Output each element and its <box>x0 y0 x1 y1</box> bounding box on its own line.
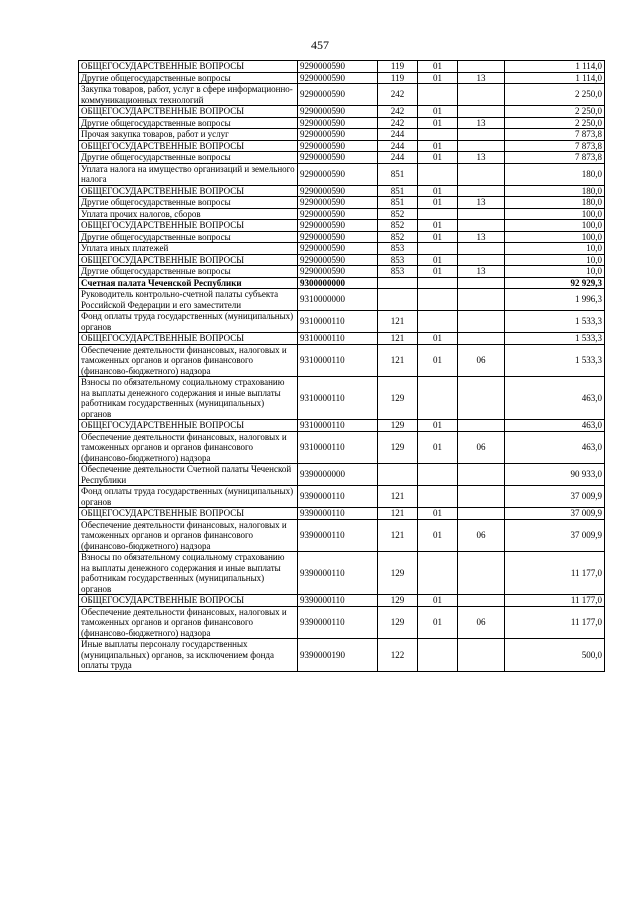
row-subsection-cell: 06 <box>458 606 505 639</box>
row-sum-cell: 10,0 <box>505 254 605 266</box>
row-subsection-cell: 06 <box>458 519 505 552</box>
row-code-cell: 9290000590 <box>298 106 378 118</box>
row-subsection-cell: 13 <box>458 117 505 129</box>
row-section-cell <box>418 639 458 672</box>
table-row <box>79 106 605 118</box>
row-name-cell: Другие общегосударственные вопросы <box>79 266 298 278</box>
row-section-cell: 01 <box>418 152 458 164</box>
table-row <box>79 243 605 255</box>
row-subsection-cell <box>458 243 505 255</box>
row-section-cell <box>418 552 458 595</box>
row-name-cell: Обеспечение деятельности финансовых, налоговых и таможенных органов и органов финансового (финансово-бюджетного) надзора <box>79 606 298 639</box>
row-section-cell: 01 <box>418 431 458 464</box>
table-row <box>79 231 605 243</box>
row-subsection-cell <box>458 486 505 508</box>
row-section-cell <box>418 377 458 420</box>
row-name-cell: Обеспечение деятельности финансовых, налоговых и таможенных органов и органов финансового (финансово-бюджетного) надзора <box>79 519 298 552</box>
row-code-cell: 9390000110 <box>298 552 378 595</box>
row-name-cell: ОБЩЕГОСУДАРСТВЕННЫЕ ВОПРОСЫ <box>79 508 298 520</box>
row-section-cell <box>418 277 458 289</box>
row-subsection-cell: 06 <box>458 344 505 377</box>
budget-table <box>78 60 605 672</box>
row-name-cell: ОБЩЕГОСУДАРСТВЕННЫЕ ВОПРОСЫ <box>79 106 298 118</box>
row-sum-cell: 180,0 <box>505 197 605 209</box>
row-code-cell: 9290000590 <box>298 254 378 266</box>
row-expense-type-cell <box>378 277 418 289</box>
table-row <box>79 333 605 345</box>
row-code-cell: 9310000110 <box>298 420 378 432</box>
row-subsection-cell <box>458 254 505 266</box>
row-expense-type-cell: 242 <box>378 84 418 106</box>
row-expense-type-cell: 121 <box>378 486 418 508</box>
table-row <box>79 140 605 152</box>
row-code-cell: 9390000110 <box>298 606 378 639</box>
row-section-cell <box>418 84 458 106</box>
row-code-cell: 9290000590 <box>298 243 378 255</box>
row-section-cell: 01 <box>418 595 458 607</box>
row-subsection-cell <box>458 129 505 141</box>
row-section-cell: 01 <box>418 72 458 84</box>
row-sum-cell: 2 250,0 <box>505 117 605 129</box>
row-sum-cell: 37 009,9 <box>505 486 605 508</box>
row-name-cell: Другие общегосударственные вопросы <box>79 72 298 84</box>
row-section-cell: 01 <box>418 197 458 209</box>
row-code-cell: 9390000110 <box>298 486 378 508</box>
row-code-cell: 9300000000 <box>298 277 378 289</box>
row-name-cell: Уплата иных платежей <box>79 243 298 255</box>
row-code-cell: 9290000590 <box>298 72 378 84</box>
row-expense-type-cell: 121 <box>378 311 418 333</box>
row-subsection-cell <box>458 61 505 73</box>
row-name-cell: Взносы по обязательному социальному страхованию на выплаты денежного содержания и иные выплаты работникам государственных (муниципальных) органов <box>79 377 298 420</box>
row-code-cell: 9390000110 <box>298 519 378 552</box>
row-section-cell: 01 <box>418 508 458 520</box>
table-row <box>79 254 605 266</box>
row-name-cell: Взносы по обязательному социальному страхованию на выплаты денежного содержания и иные выплаты работникам государственных (муниципальных) органов <box>79 552 298 595</box>
row-subsection-cell: 13 <box>458 72 505 84</box>
row-subsection-cell <box>458 639 505 672</box>
row-sum-cell: 90 933,0 <box>505 464 605 486</box>
row-code-cell: 9290000590 <box>298 84 378 106</box>
row-section-cell <box>418 208 458 220</box>
table-row <box>79 72 605 84</box>
row-code-cell: 9310000110 <box>298 311 378 333</box>
row-sum-cell: 1 533,3 <box>505 311 605 333</box>
row-name-cell: Обеспечение деятельности финансовых, налоговых и таможенных органов и органов финансового (финансово-бюджетного) надзора <box>79 344 298 377</box>
row-subsection-cell <box>458 84 505 106</box>
row-code-cell: 9290000590 <box>298 61 378 73</box>
row-expense-type-cell: 851 <box>378 197 418 209</box>
table-row <box>79 606 605 639</box>
row-name-cell: Другие общегосударственные вопросы <box>79 152 298 164</box>
row-name-cell: Руководитель контрольно-счетной палаты субъекта Российской Федерации и его заместители <box>79 289 298 311</box>
table-row <box>79 486 605 508</box>
row-section-cell <box>418 243 458 255</box>
row-section-cell: 01 <box>418 420 458 432</box>
row-name-cell: ОБЩЕГОСУДАРСТВЕННЫЕ ВОПРОСЫ <box>79 420 298 432</box>
row-expense-type-cell <box>378 464 418 486</box>
row-expense-type-cell: 852 <box>378 208 418 220</box>
row-sum-cell: 2 250,0 <box>505 84 605 106</box>
row-expense-type-cell: 129 <box>378 420 418 432</box>
row-section-cell: 01 <box>418 254 458 266</box>
table-row <box>79 311 605 333</box>
row-subsection-cell <box>458 163 505 185</box>
table-row <box>79 508 605 520</box>
table-row <box>79 289 605 311</box>
row-subsection-cell: 13 <box>458 152 505 164</box>
row-section-cell <box>418 464 458 486</box>
row-name-cell: Фонд оплаты труда государственных (муниципальных) органов <box>79 311 298 333</box>
row-sum-cell: 11 177,0 <box>505 606 605 639</box>
row-code-cell: 9390000110 <box>298 595 378 607</box>
row-section-cell <box>418 289 458 311</box>
row-section-cell <box>418 486 458 508</box>
row-expense-type-cell: 129 <box>378 595 418 607</box>
table-row <box>79 197 605 209</box>
row-expense-type-cell: 121 <box>378 508 418 520</box>
row-section-cell: 01 <box>418 231 458 243</box>
row-name-cell: ОБЩЕГОСУДАРСТВЕННЫЕ ВОПРОСЫ <box>79 333 298 345</box>
table-row <box>79 163 605 185</box>
row-name-cell: Обеспечение деятельности финансовых, налоговых и таможенных органов и органов финансового (финансово-бюджетного) надзора <box>79 431 298 464</box>
row-subsection-cell <box>458 464 505 486</box>
row-subsection-cell <box>458 289 505 311</box>
row-sum-cell: 7 873,8 <box>505 152 605 164</box>
row-expense-type-cell: 244 <box>378 152 418 164</box>
row-section-cell <box>418 163 458 185</box>
row-sum-cell: 10,0 <box>505 243 605 255</box>
row-expense-type-cell: 851 <box>378 163 418 185</box>
table-row <box>79 84 605 106</box>
row-section-cell: 01 <box>418 220 458 232</box>
row-code-cell: 9310000110 <box>298 431 378 464</box>
row-name-cell: ОБЩЕГОСУДАРСТВЕННЫЕ ВОПРОСЫ <box>79 254 298 266</box>
table-row <box>79 61 605 73</box>
row-subsection-cell: 13 <box>458 197 505 209</box>
row-code-cell: 9290000590 <box>298 220 378 232</box>
row-name-cell: Закупка товаров, работ, услуг в сфере информационно-коммуникационных технологий <box>79 84 298 106</box>
table-row <box>79 152 605 164</box>
row-section-cell: 01 <box>418 117 458 129</box>
row-name-cell: ОБЩЕГОСУДАРСТВЕННЫЕ ВОПРОСЫ <box>79 220 298 232</box>
row-subsection-cell <box>458 508 505 520</box>
row-subsection-cell <box>458 185 505 197</box>
row-section-cell: 01 <box>418 185 458 197</box>
row-sum-cell: 10,0 <box>505 266 605 278</box>
row-section-cell: 01 <box>418 61 458 73</box>
row-expense-type-cell: 852 <box>378 220 418 232</box>
table-row <box>79 220 605 232</box>
row-expense-type-cell: 121 <box>378 519 418 552</box>
row-name-cell: ОБЩЕГОСУДАРСТВЕННЫЕ ВОПРОСЫ <box>79 61 298 73</box>
row-section-cell: 01 <box>418 333 458 345</box>
row-subsection-cell <box>458 106 505 118</box>
row-sum-cell: 7 873,8 <box>505 129 605 141</box>
row-code-cell: 9290000590 <box>298 197 378 209</box>
row-code-cell: 9290000590 <box>298 266 378 278</box>
row-code-cell: 9290000590 <box>298 117 378 129</box>
row-name-cell: Счетная палата Чеченской Республики <box>79 277 298 289</box>
row-subsection-cell <box>458 208 505 220</box>
row-subsection-cell <box>458 220 505 232</box>
row-name-cell: Фонд оплаты труда государственных (муниципальных) органов <box>79 486 298 508</box>
row-expense-type-cell: 242 <box>378 117 418 129</box>
row-expense-type-cell: 852 <box>378 231 418 243</box>
row-section-cell <box>418 129 458 141</box>
row-code-cell: 9310000110 <box>298 377 378 420</box>
table-row <box>79 519 605 552</box>
row-subsection-cell: 13 <box>458 231 505 243</box>
row-sum-cell: 11 177,0 <box>505 595 605 607</box>
row-sum-cell: 7 873,8 <box>505 140 605 152</box>
row-subsection-cell <box>458 333 505 345</box>
row-code-cell: 9390000110 <box>298 508 378 520</box>
row-sum-cell: 100,0 <box>505 208 605 220</box>
row-expense-type-cell: 853 <box>378 243 418 255</box>
row-sum-cell: 463,0 <box>505 377 605 420</box>
row-sum-cell: 1 533,3 <box>505 344 605 377</box>
row-subsection-cell <box>458 595 505 607</box>
row-sum-cell: 180,0 <box>505 185 605 197</box>
table-row <box>79 344 605 377</box>
row-subsection-cell <box>458 420 505 432</box>
row-subsection-cell: 06 <box>458 431 505 464</box>
row-name-cell: Уплата прочих налогов, сборов <box>79 208 298 220</box>
table-row <box>79 277 605 289</box>
table-row <box>79 431 605 464</box>
row-expense-type-cell: 122 <box>378 639 418 672</box>
row-sum-cell: 2 250,0 <box>505 106 605 118</box>
row-code-cell: 9310000110 <box>298 344 378 377</box>
row-sum-cell: 1 114,0 <box>505 61 605 73</box>
row-expense-type-cell: 244 <box>378 140 418 152</box>
row-expense-type-cell: 121 <box>378 333 418 345</box>
row-sum-cell: 1 114,0 <box>505 72 605 84</box>
row-sum-cell: 463,0 <box>505 431 605 464</box>
table-row <box>79 266 605 278</box>
row-sum-cell: 37 009,9 <box>505 519 605 552</box>
row-name-cell: Другие общегосударственные вопросы <box>79 117 298 129</box>
row-code-cell: 9290000590 <box>298 231 378 243</box>
row-expense-type-cell: 129 <box>378 377 418 420</box>
row-sum-cell: 100,0 <box>505 220 605 232</box>
row-expense-type-cell: 119 <box>378 72 418 84</box>
row-sum-cell: 180,0 <box>505 163 605 185</box>
row-section-cell: 01 <box>418 140 458 152</box>
row-code-cell: 9290000590 <box>298 152 378 164</box>
table-row <box>79 208 605 220</box>
row-subsection-cell: 13 <box>458 266 505 278</box>
table-row <box>79 552 605 595</box>
row-sum-cell: 463,0 <box>505 420 605 432</box>
table-row <box>79 420 605 432</box>
table-row <box>79 595 605 607</box>
row-section-cell: 01 <box>418 106 458 118</box>
row-subsection-cell <box>458 552 505 595</box>
table-row <box>79 464 605 486</box>
table-row <box>79 185 605 197</box>
row-code-cell: 9290000590 <box>298 185 378 197</box>
row-name-cell: Другие общегосударственные вопросы <box>79 231 298 243</box>
row-sum-cell: 500,0 <box>505 639 605 672</box>
row-sum-cell: 1 533,3 <box>505 333 605 345</box>
row-name-cell: Прочая закупка товаров, работ и услуг <box>79 129 298 141</box>
row-section-cell: 01 <box>418 519 458 552</box>
row-sum-cell: 92 929,3 <box>505 277 605 289</box>
row-name-cell: Уплата налога на имущество организаций и земельного налога <box>79 163 298 185</box>
row-code-cell: 9290000590 <box>298 140 378 152</box>
row-expense-type-cell: 244 <box>378 129 418 141</box>
row-sum-cell: 11 177,0 <box>505 552 605 595</box>
row-subsection-cell <box>458 277 505 289</box>
page-number: 457 <box>311 38 329 52</box>
row-expense-type-cell: 242 <box>378 106 418 118</box>
row-subsection-cell <box>458 377 505 420</box>
row-expense-type-cell: 129 <box>378 606 418 639</box>
row-name-cell: Другие общегосударственные вопросы <box>79 197 298 209</box>
row-sum-cell: 100,0 <box>505 231 605 243</box>
row-code-cell: 9290000590 <box>298 163 378 185</box>
row-section-cell: 01 <box>418 266 458 278</box>
table-row <box>79 117 605 129</box>
row-section-cell: 01 <box>418 606 458 639</box>
row-subsection-cell <box>458 140 505 152</box>
row-expense-type-cell: 853 <box>378 266 418 278</box>
row-expense-type-cell: 129 <box>378 431 418 464</box>
row-expense-type-cell: 129 <box>378 552 418 595</box>
row-sum-cell: 1 996,3 <box>505 289 605 311</box>
row-code-cell: 9390000000 <box>298 464 378 486</box>
table-row <box>79 129 605 141</box>
row-name-cell: ОБЩЕГОСУДАРСТВЕННЫЕ ВОПРОСЫ <box>79 595 298 607</box>
row-section-cell: 01 <box>418 344 458 377</box>
row-name-cell: ОБЩЕГОСУДАРСТВЕННЫЕ ВОПРОСЫ <box>79 140 298 152</box>
table-row <box>79 377 605 420</box>
table-row <box>79 639 605 672</box>
row-expense-type-cell: 119 <box>378 61 418 73</box>
row-name-cell: ОБЩЕГОСУДАРСТВЕННЫЕ ВОПРОСЫ <box>79 185 298 197</box>
row-section-cell <box>418 311 458 333</box>
row-expense-type-cell: 851 <box>378 185 418 197</box>
row-sum-cell: 37 009,9 <box>505 508 605 520</box>
row-code-cell: 9390000190 <box>298 639 378 672</box>
row-code-cell: 9310000110 <box>298 333 378 345</box>
row-name-cell: Иные выплаты персоналу государственных (муниципальных) органов, за исключением фонда оплаты труда <box>79 639 298 672</box>
row-expense-type-cell: 853 <box>378 254 418 266</box>
row-code-cell: 9290000590 <box>298 129 378 141</box>
row-code-cell: 9310000000 <box>298 289 378 311</box>
row-code-cell: 9290000590 <box>298 208 378 220</box>
row-expense-type-cell: 121 <box>378 344 418 377</box>
row-name-cell: Обеспечение деятельности Счетной палаты Чеченской Республики <box>79 464 298 486</box>
row-subsection-cell <box>458 311 505 333</box>
row-expense-type-cell <box>378 289 418 311</box>
